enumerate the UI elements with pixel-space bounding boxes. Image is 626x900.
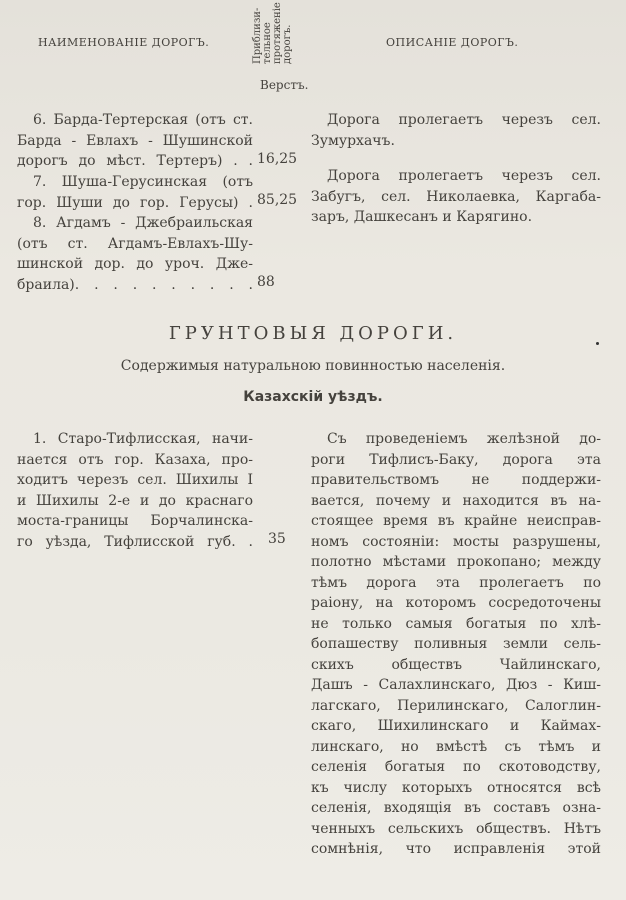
text-line: полотно мѣстами прокопано; между (311, 554, 601, 570)
text-line: го уѣзда, Тифлисской губ. . (17, 533, 253, 550)
text-line: селенія, входящія въ составъ озна- (311, 800, 601, 816)
text-line: заръ, Дашкесанъ и Карягино. (311, 209, 533, 225)
length-header-line: Приблизи- (252, 7, 263, 64)
text-line: лагскаго, Перилинскаго, Салоглин- (311, 697, 601, 714)
text-line: 7. Шуша-Герусинская (отъ (33, 174, 253, 190)
text-line: селенія богатыя по скотоводству, (311, 759, 601, 775)
text-line: нается отъ гор. Казаха, про- (17, 451, 253, 468)
text-line: шинской дор. до уроч. Дже- (17, 256, 253, 272)
road-7-description (311, 166, 601, 228)
text-line: Дашъ - Салахлинскаго, Дюз - Киш- (311, 677, 601, 693)
text-line: къ числу которыхъ относятся всѣ (311, 779, 601, 796)
text-line: правительствомъ не поддержи- (311, 472, 601, 488)
text-line: бопашеству поливныя земли сель- (311, 636, 601, 652)
text-line: 6. Барда-Тертерская (отъ ст. (33, 112, 253, 128)
road-entry-8-name (17, 213, 253, 295)
text-line: стоящее время въ крайне неисправ- (311, 513, 601, 529)
text-line: сомнѣнія, что исправленія этой (311, 841, 601, 857)
text-line: номъ состояніи: мосты разрушены, (311, 533, 601, 550)
district-heading: Казахскій уѣздъ. (243, 389, 383, 405)
text-line: дорогъ до мѣст. Тертеръ) . . (17, 153, 253, 169)
road-6-length: 16,25 (257, 151, 298, 167)
section-subtitle: Содержимыя натуральною повинностью населенія. (120, 358, 506, 374)
text-line: Барда - Евлахъ - Шушинской (17, 132, 253, 149)
stray-dot (596, 342, 599, 345)
road-7-length: 85,25 (257, 192, 298, 208)
column-header-road-name: НАИМЕНОВАНІЕ ДОРОГЪ. (38, 36, 210, 49)
text-line: 1. Старо-Тифлисская, начи- (33, 431, 253, 447)
road-1-length: 35 (268, 531, 286, 547)
text-line: скихъ обществъ Чайлинскаго, (311, 656, 601, 673)
road-8-length: 88 (257, 274, 275, 290)
text-line: Дорога пролегаетъ черезъ сел. (327, 168, 601, 184)
text-line: моста-границы Борчалинска- (17, 513, 253, 529)
text-line: 8. Агдамъ - Джебраильская (33, 215, 253, 231)
road-entry-6-name (17, 110, 253, 172)
unit-label: Верстъ. (260, 78, 309, 92)
text-line: тѣмъ дорога эта пролегаетъ по (311, 574, 601, 591)
text-line: ченныхъ сельскихъ обществъ. Нѣтъ (311, 820, 601, 837)
column-header-length (251, 2, 303, 64)
road-1-description (311, 429, 601, 860)
column-header-description: ОПИСАНІЕ ДОРОГЪ. (386, 36, 519, 49)
text-line: ходитъ черезъ сел. Шихилы I (17, 472, 253, 488)
length-header-line: дорогъ. (282, 24, 293, 64)
text-line: (отъ ст. Агдамъ-Евлахъ-Шу- (17, 235, 253, 252)
road-entry-7-name (17, 172, 253, 213)
text-line: вается, почему и находится въ на- (311, 492, 601, 509)
section-title: ГРУНТОВЫЯ ДОРОГИ. (168, 323, 458, 344)
length-header-line: протяженіе (272, 2, 283, 64)
road-entry-1-name (17, 429, 253, 552)
text-line: Съ проведеніемъ желѣзной до- (327, 431, 601, 447)
length-header-line: тельное (262, 22, 273, 64)
road-6-description (311, 110, 601, 151)
text-line: Дорога пролегаетъ черезъ сел. (327, 112, 601, 128)
text-line: и Шихилы 2-е и до краснаго (17, 492, 253, 509)
text-line: раіону, на которомъ сосредоточены (311, 595, 601, 611)
text-line: скаго, Шихилинскаго и Каймах- (311, 718, 601, 734)
text-line: гор. Шуши до гор. Герусы) . (17, 194, 253, 211)
text-line: роги Тифлисъ-Баку, дорога эта (311, 451, 601, 468)
text-line: Зумурхачъ. (311, 132, 395, 149)
text-line: не только самыя богатыя по хлѣ- (311, 615, 601, 632)
text-line: линскаго, но вмѣстѣ съ тѣмъ и (311, 738, 601, 755)
text-line: браила). . . . . . . . . . (17, 276, 253, 293)
text-line: Забугъ, сел. Николаевка, Каргаба- (311, 188, 601, 205)
